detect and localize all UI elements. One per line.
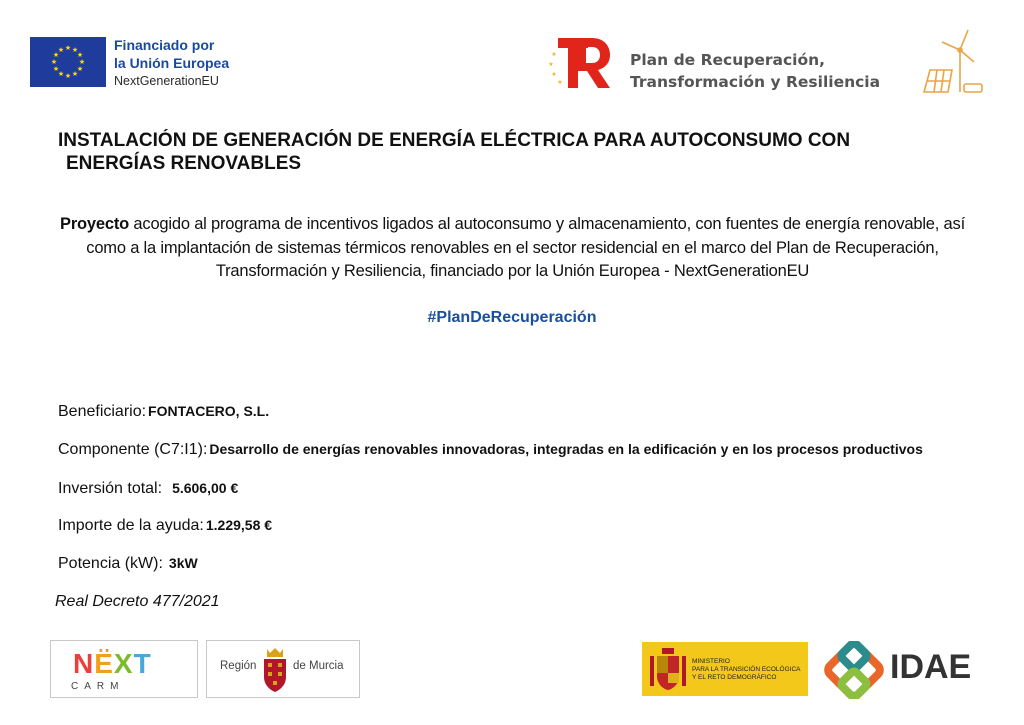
eu-funding-text [114, 36, 229, 90]
field-componente [58, 441, 973, 459]
project-text: acogido al programa de incentivos ligados al autoconsumo y almacenamiento, con fuentes de energía renovable, así como a la implantación de sistemas térmicos renovables en el sector residencial en el marco del Plan de Recuperación, Transformación y Resiliencia, financiado por la Unión Europea - NextGenerationEU [86, 215, 965, 280]
svg-text:★: ★ [64, 72, 72, 80]
eu-flag-logo [30, 37, 106, 87]
ministerio-line-1: MINISTERIO [692, 658, 730, 665]
svg-text:★: ★ [78, 58, 86, 66]
idae-wordmark: IDAE [890, 648, 972, 686]
svg-text:★: ★ [548, 61, 554, 68]
ministerio-line-2: PARA LA TRANSICIÓN ECOLÓGICA [692, 666, 801, 673]
svg-text:★: ★ [50, 58, 58, 66]
plan-recuperacion-text [630, 49, 880, 93]
idae-symbol-icon [824, 641, 884, 699]
page-title [58, 129, 978, 175]
project-lead: Proyecto [60, 215, 130, 233]
ministerio-text [692, 658, 801, 682]
carm-label: CARM [71, 681, 125, 692]
spain-coat-of-arms-icon [648, 646, 688, 692]
svg-text:★: ★ [551, 71, 557, 78]
svg-text:★: ★ [57, 46, 65, 54]
next-wordmark: NËXT [73, 648, 152, 679]
decree-reference: Real Decreto 477/2021 [55, 593, 220, 610]
wind-solar-icon [918, 28, 988, 98]
field-value: 5.606,00 € [172, 480, 239, 496]
field-value: FONTACERO, S.L. [148, 403, 270, 419]
title-line-1: INSTALACIÓN DE GENERACIÓN DE ENERGÍA ELÉCTRICA PARA AUTOCONSUMO CON [58, 130, 851, 151]
field-inversion [58, 480, 973, 498]
region-murcia-logo [206, 640, 360, 698]
field-label: Potencia (kW): [58, 555, 163, 572]
ministerio-logo [642, 642, 808, 696]
field-potencia [58, 555, 973, 573]
field-importe [58, 517, 973, 535]
field-beneficiario [58, 403, 973, 421]
field-value: Desarrollo de energías renovables innovadoras, integradas en la edificación y en los procesos productivos [209, 441, 923, 457]
svg-text:★: ★ [557, 79, 563, 86]
field-value: 3kW [168, 555, 198, 571]
hashtag: #PlanDeRecuperación [427, 309, 597, 326]
svg-text:★: ★ [71, 70, 79, 78]
title-line-2: ENERGÍAS RENOVABLES [66, 153, 302, 174]
eu-line-3: NextGenerationEU [114, 74, 219, 88]
tr-logo [548, 36, 612, 92]
project-description [55, 213, 970, 284]
field-label: Inversión total: [58, 480, 163, 497]
svg-text:★: ★ [52, 65, 60, 73]
eu-stars-icon [30, 37, 106, 87]
field-value: 1.229,58 € [205, 517, 273, 533]
next-carm-logo [50, 640, 198, 698]
field-label: Importe de la ayuda: [58, 517, 204, 534]
murcia-right-text: de Murcia [293, 660, 344, 672]
plan-line-2: Transformación y Resiliencia [630, 73, 881, 91]
eu-line-1: Financiado por [114, 37, 215, 53]
murcia-left-text: Región [220, 660, 257, 672]
svg-text:★: ★ [64, 44, 72, 52]
svg-text:★: ★ [76, 65, 84, 73]
eu-line-2: la Unión Europea [114, 55, 230, 71]
svg-text:★: ★ [52, 51, 60, 59]
ministerio-line-3: Y EL RETO DEMOGRÁFICO [692, 674, 777, 681]
murcia-shield-icon [261, 645, 289, 693]
svg-text:★: ★ [57, 70, 65, 78]
field-label: Beneficiario: [58, 403, 147, 420]
svg-text:★: ★ [71, 46, 79, 54]
svg-text:★: ★ [76, 51, 84, 59]
svg-text:★: ★ [551, 51, 557, 58]
plan-line-1: Plan de Recuperación, [630, 51, 826, 69]
field-label: Componente (C7:I1): [58, 441, 208, 458]
